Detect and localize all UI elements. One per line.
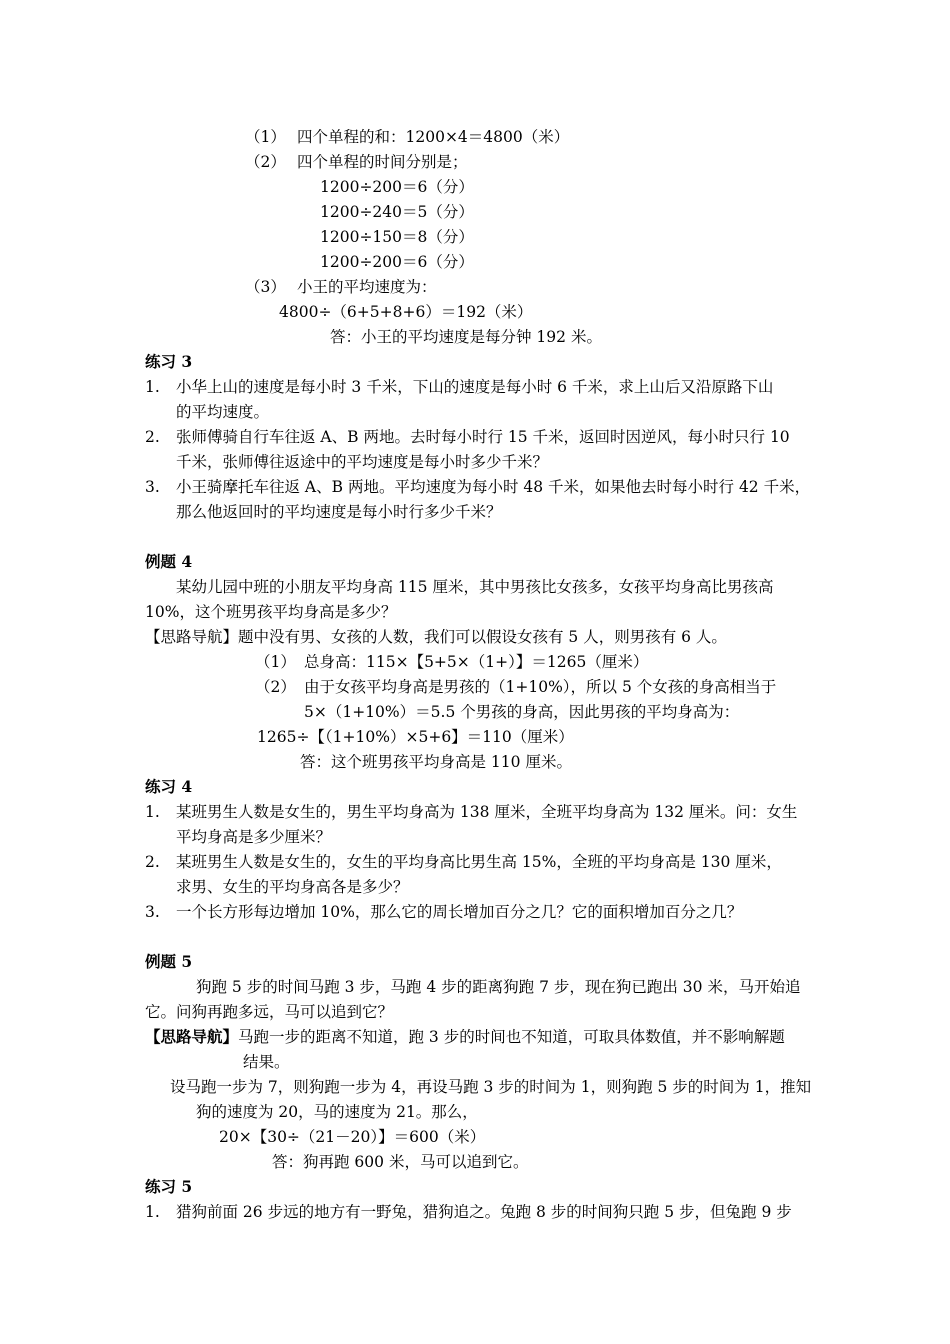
item-number: 1. xyxy=(145,1203,160,1221)
answer-line: 答：狗再跑 600 米，马可以追到它。 xyxy=(272,1153,529,1171)
section-heading: 练习 3 xyxy=(145,352,193,371)
guide-text: 结果。 xyxy=(243,1053,290,1071)
item-number: 3. xyxy=(145,903,160,921)
section-heading: 例题 4 xyxy=(145,552,193,571)
guide-text: 【思路导航】题中没有男、女孩的人数，我们可以假设女孩有 5 人，则男孩有 6 人。 xyxy=(145,628,727,646)
item-text: 小华上山的速度是每小时 3 千米，下山的速度是每小时 6 千米，求上山后又沿原路下山 xyxy=(176,378,774,396)
step-text: 四个单程的时间分别是； xyxy=(297,153,468,171)
calc-line: 1265÷【（1+10%）×5+6】＝110（厘米） xyxy=(257,728,574,746)
time-line: 1200÷200＝6（分） xyxy=(320,253,474,271)
solution-text: 狗的速度为 20，马的速度为 21。那么， xyxy=(196,1103,478,1121)
problem-text: 狗跑 5 步的时间马跑 3 步，马跑 4 步的距离狗跑 7 步，现在狗已跑出 30 米，马开始追 xyxy=(196,978,801,996)
calc-line: 4800÷（6+5+8+6）＝192（米） xyxy=(279,303,533,321)
item-text: 张师傅骑自行车往返 A、B 两地。去时每小时行 15 千米，返回时因逆风，每小时只行 10 xyxy=(176,428,790,446)
step-label: （1） xyxy=(245,128,286,146)
item-number: 3. xyxy=(145,478,160,496)
step-text: 由于女孩平均身高是男孩的（1+10%），所以 5 个女孩的身高相当于 xyxy=(304,678,777,696)
section-heading: 例题 5 xyxy=(145,952,193,971)
item-text: 的平均速度。 xyxy=(176,403,270,421)
item-text: 求男、女生的平均身高各是多少？ xyxy=(176,878,409,896)
item-text: 平均身高是多少厘米？ xyxy=(176,828,332,846)
time-line: 1200÷150＝8（分） xyxy=(320,228,474,246)
answer-line: 答：小王的平均速度是每分钟 192 米。 xyxy=(330,328,602,346)
item-text: 某班男生人数是女生的，女生的平均身高比男生高 15%，全班的平均身高是 130 厘米， xyxy=(176,853,782,871)
guide-text: 马跑一步的距离不知道，跑 3 步的时间也不知道，可取具体数值，并不影响解题 xyxy=(238,1028,785,1046)
item-text: 小王骑摩托车往返 A、B 两地。平均速度为每小时 48 千米，如果他去时每小时行 42 千米， xyxy=(176,478,811,496)
problem-text: 某幼儿园中班的小朋友平均身高 115 厘米，其中男孩比女孩多，女孩平均身高比男孩高 xyxy=(176,578,774,596)
item-text: 猎狗前面 26 步远的地方有一野兔，猎狗追之。兔跑 8 步的时间狗只跑 5 步，但兔跑 9 步 xyxy=(176,1203,792,1221)
step-text: 四个单程的和：1200×4＝4800（米） xyxy=(297,128,570,146)
step-label: （3） xyxy=(245,278,286,296)
item-number: 1. xyxy=(145,378,160,396)
section-heading: 练习 5 xyxy=(145,1177,193,1196)
step-text: 总身高：115×【5+5×（1+）】＝1265（厘米） xyxy=(304,653,649,671)
time-line: 1200÷200＝6（分） xyxy=(320,178,474,196)
step-label: （2） xyxy=(255,678,296,696)
item-text: 某班男生人数是女生的，男生平均身高为 138 厘米，全班平均身高为 132 厘米。问：女生 xyxy=(176,803,798,821)
answer-line: 答：这个班男孩平均身高是 110 厘米。 xyxy=(300,753,572,771)
item-number: 1. xyxy=(145,803,160,821)
guide-label: 【思路导航】 xyxy=(145,1027,239,1046)
problem-text: 10%，这个班男孩平均身高是多少？ xyxy=(145,603,397,621)
item-text: 千米，张师傅往返途中的平均速度是每小时多少千米？ xyxy=(176,453,549,471)
solution-text: 设马跑一步为 7，则狗跑一步为 4，再设马跑 3 步的时间为 1，则狗跑 5 步的时间为 1，推知 xyxy=(170,1078,812,1096)
item-number: 2. xyxy=(145,853,160,871)
item-number: 2. xyxy=(145,428,160,446)
section-heading: 练习 4 xyxy=(145,777,193,796)
step-label: （1） xyxy=(255,653,296,671)
calc-line: 20×【30÷（21－20）】＝600（米） xyxy=(219,1128,486,1146)
problem-text: 它。问狗再跑多远，马可以追到它？ xyxy=(145,1003,394,1021)
item-text: 那么他返回时的平均速度是每小时行多少千米？ xyxy=(176,503,502,521)
item-text: 一个长方形每边增加 10%，那么它的周长增加百分之几？它的面积增加百分之几？ xyxy=(176,903,743,921)
step-label: （2） xyxy=(245,153,286,171)
step-text: 小王的平均速度为： xyxy=(297,278,437,296)
step-text: 5×（1+10%）＝5.5 个男孩的身高，因此男孩的平均身高为： xyxy=(304,703,740,721)
time-line: 1200÷240＝5（分） xyxy=(320,203,474,221)
